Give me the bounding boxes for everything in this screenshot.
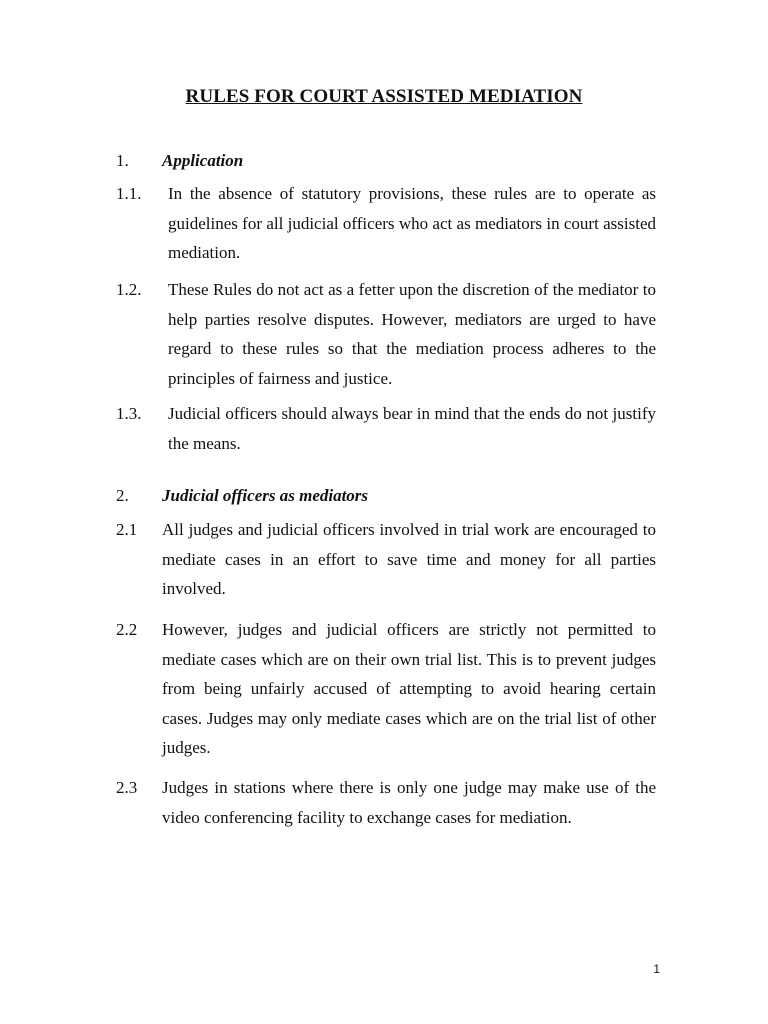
paragraph-number: 2.1: [116, 520, 138, 539]
paragraph-text: These Rules do not act as a fetter upon the discretion of the mediator to help parties resolve disputes. However, mediators are urged to have regard to these rules so that the mediation process adheres to the principles of fairness and justice.: [168, 280, 656, 388]
section-number: 2.: [116, 486, 129, 505]
section-1-heading: [116, 150, 656, 172]
paragraph-text: Judicial officers should always bear in mind that the ends do not justify the means.: [168, 404, 656, 453]
paragraph-text: Judges in stations where there is only one judge may make use of the video conferencing facility to exchange cases for mediation.: [162, 778, 656, 827]
document-title: RULES FOR COURT ASSISTED MEDIATION: [185, 86, 583, 107]
paragraph-number: 1.1.: [116, 184, 142, 203]
paragraph-text: All judges and judicial officers involved in trial work are encouraged to mediate cases in an effort to save time and money for all parties involved.: [162, 520, 656, 598]
paragraph-2-1: [116, 515, 656, 604]
page-number: 1: [653, 962, 660, 976]
section-2-heading: [116, 485, 656, 507]
paragraph-1-2: [116, 275, 656, 393]
paragraph-2-3: [116, 773, 656, 832]
section-number: 1.: [116, 151, 129, 170]
paragraph-1-3: [116, 399, 656, 458]
paragraph-2-2: [116, 615, 656, 763]
section-heading: Judicial officers as mediators: [162, 486, 369, 505]
paragraph-1-1: [116, 179, 656, 268]
paragraph-number: 1.3.: [116, 404, 142, 423]
paragraph-text: However, judges and judicial officers are strictly not permitted to mediate cases which are on their own trial list. This is to prevent judges from being unfairly accused of attempting to avoid hearing certain cases. Judges may only mediate cases which are on the trial list of other judges.: [162, 620, 656, 757]
paragraph-number: 1.2.: [116, 280, 142, 299]
paragraph-number: 2.3: [116, 778, 138, 797]
paragraph-number: 2.2: [116, 620, 138, 639]
section-heading: Application: [162, 151, 244, 170]
paragraph-text: In the absence of statutory provisions, these rules are to operate as guidelines for all judicial officers who act as mediators in court assisted mediation.: [168, 184, 656, 262]
